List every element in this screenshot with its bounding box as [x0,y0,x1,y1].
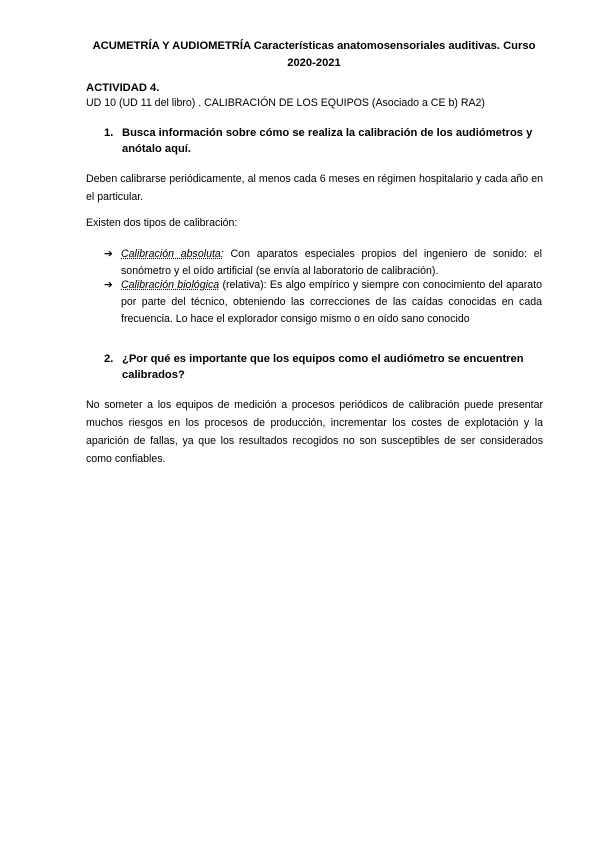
question-2 [104,351,544,383]
term-description: (relativa): Es algo empírico y siempre con conocimiento del aparato por parte del técnico, obteniendo las correcciones de las caídas conocidas en cada frecuencia. Lo hace el explorador consigo mismo o en oído sano conocido [121,279,542,325]
arrow-bullet-icon: ➔ [104,279,113,291]
answer-paragraph: No someter a los equipos de medición a procesos periódicos de calibración puede presentar muchos riesgos en los procesos de producción, incrementar los costes de explotación y la aparición de fallas, ya que los resultados recogidos no son susceptibles de ser considerados como confiables. [86,399,543,465]
question-text: ¿Por qué es importante que los equipos como el audiómetro se encuentren calibrados? [122,353,524,381]
list-item-text [104,246,542,280]
document-title: ACUMETRÍA Y AUDIOMETRÍA Características anatomosensoriales auditivas. Curso 2020-2021 [92,40,536,69]
list-item [104,277,542,328]
term: Calibración biológica [121,279,220,291]
question-number: 1. [104,127,114,139]
arrow-bullet-icon: ➔ [104,248,113,260]
activity-title: ACTIVIDAD 4. [86,82,160,94]
term: Calibración absoluta: [121,248,224,260]
answer-paragraph: Existen dos tipos de calibración: [86,217,238,229]
question-text: Busca información sobre cómo se realiza la calibración de los audiómetros y anótalo aquí. [122,127,533,155]
list-item-text [104,277,542,328]
question-number: 2. [104,353,114,365]
answer-paragraph: Deben calibrarse periódicamente, al menos cada 6 meses en régimen hospitalario y cada año en el particular. [86,173,543,203]
term-description: Con aparatos especiales propios del ingeniero de sonido: el sonómetro y el oído artificial (se envía al laboratorio de calibración). [121,248,542,277]
list-item [104,246,542,280]
unit-line: UD 10 (UD 11 del libro) . CALIBRACIÓN DE LOS EQUIPOS (Asociado a CE b) RA2) [86,97,485,109]
question-1 [104,125,544,157]
